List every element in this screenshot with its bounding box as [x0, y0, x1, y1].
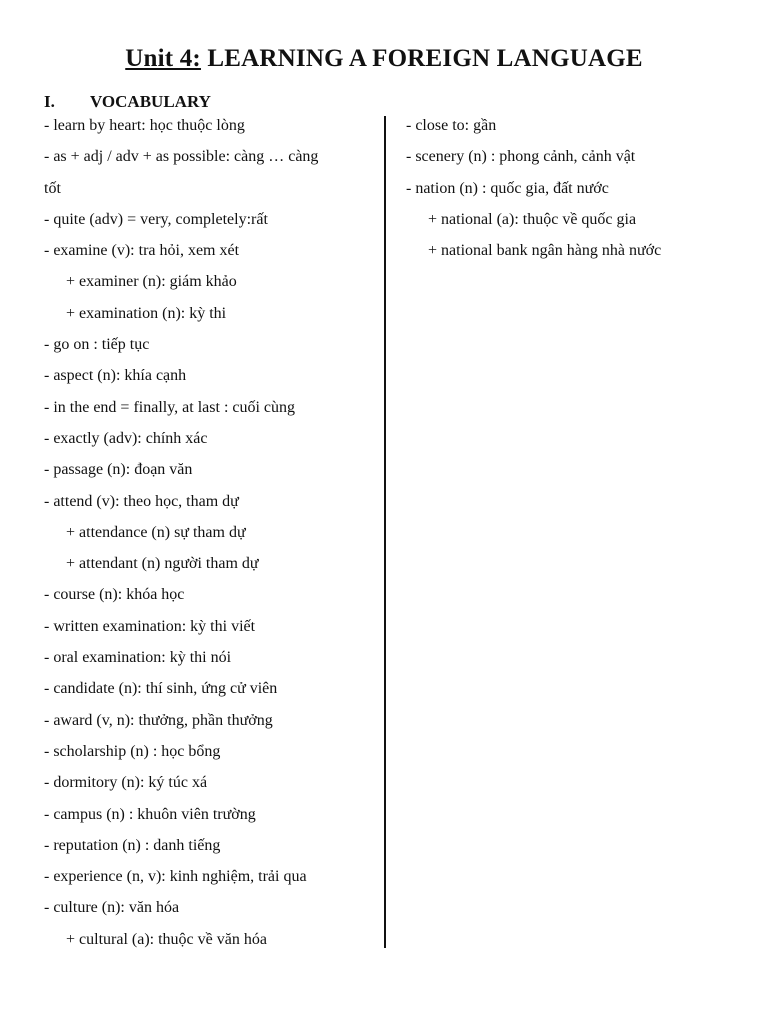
vocab-subentry: + examination (n): kỳ thi [66, 304, 227, 322]
vocab-entry: - experience (n, v): kinh nghiệm, trải qua [44, 868, 307, 886]
vocabulary-list-right [406, 110, 736, 266]
vocab-entry: - reputation (n) : danh tiếng [44, 836, 221, 854]
unit-label: Unit 4: [125, 45, 201, 72]
vocab-entry: - passage (n): đoạn văn [44, 461, 193, 479]
vocab-entry: - quite (adv) = very, completely:rất [44, 210, 268, 228]
vocab-entry: - course (n): khóa học [44, 586, 185, 604]
vocab-entry: - examine (v): tra hỏi, xem xét [44, 242, 240, 260]
vocab-entry: - culture (n): văn hóa [44, 899, 180, 917]
vocab-entry: - in the end = finally, at last : cuối cùng [44, 398, 296, 416]
vocab-entry: - nation (n) : quốc gia, đất nước [406, 179, 609, 197]
vocab-entry: - award (v, n): thưởng, phần thưởng [44, 711, 273, 729]
vocab-subentry: + attendance (n) sự tham dự [66, 523, 246, 541]
vocab-entry: - scholarship (n) : học bổng [44, 742, 221, 760]
section-number: I. [44, 92, 55, 111]
vocab-subentry: + national (a): thuộc về quốc gia [428, 210, 637, 228]
vocab-entry: - scenery (n) : phong cảnh, cảnh vật [406, 148, 636, 166]
vocab-subentry: + national bank ngân hàng nhà nước [428, 242, 662, 260]
page-title [0, 45, 768, 73]
vocab-subentry: + examiner (n): giám khảo [66, 273, 237, 291]
vocab-subentry: + attendant (n) người tham dự [66, 555, 259, 573]
vocab-entry: - learn by heart: học thuộc lòng [44, 117, 245, 134]
vocab-entry: - go on : tiếp tục [44, 336, 150, 354]
vocab-subentry: + cultural (a): thuộc về văn hóa [66, 930, 267, 948]
vocab-entry: - exactly (adv): chính xác [44, 429, 208, 447]
vocab-entry: - oral examination: kỳ thi nói [44, 649, 232, 667]
vocab-entry: - close to: gần [406, 117, 497, 134]
unit-title: LEARNING A FOREIGN LANGUAGE [207, 45, 643, 72]
column-divider [384, 116, 386, 948]
vocab-entry: - as + adj / adv + as possible: càng … càng [44, 148, 319, 166]
vocab-entry: - written examination: kỳ thi viết [44, 617, 256, 635]
vocab-entry: - candidate (n): thí sinh, ứng cử viên [44, 680, 278, 698]
section-title: VOCABULARY [90, 92, 211, 111]
section-heading [44, 92, 211, 112]
vocab-entry: - attend (v): theo học, tham dự [44, 492, 239, 510]
vocab-entry: - campus (n) : khuôn viên trường [44, 805, 256, 823]
vocabulary-list-left [44, 110, 374, 955]
vocab-entry: - dormitory (n): ký túc xá [44, 774, 208, 792]
vocab-entry-continuation: tốt [44, 179, 61, 197]
vocab-entry: - aspect (n): khía cạnh [44, 367, 187, 385]
